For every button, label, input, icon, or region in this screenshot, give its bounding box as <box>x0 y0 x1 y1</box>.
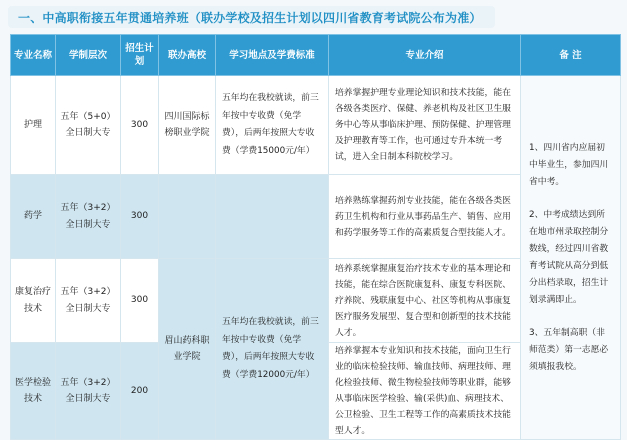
header-school: 联办高校 <box>159 35 216 76</box>
intro-cell: 培养熟练掌握药剂专业技能，能在各级各类医药卫生机构和行业从事药品生产、销售、应用和药学服务等工作的高素质复合型技能人才。 <box>329 175 521 259</box>
plan-cell: 300 <box>121 175 159 259</box>
major-cell: 护理 <box>11 76 56 175</box>
table-row <box>11 76 621 175</box>
system-cell: 五年（3+2）全日制大专 <box>56 259 121 343</box>
header-fee: 学习地点及学费标准 <box>216 35 329 76</box>
intro-cell: 培养掌握护理专业理论知识和技术技能，能在各级各类医疗、保健、养老机构及社区卫生服务中心等从事临床护理、预防保健、护理管理及护理教育等工作，也可通过专升本统一考试，进入全日制本科院校学习。 <box>329 76 521 175</box>
title-bar <box>8 6 495 28</box>
header-plan: 招生计划 <box>121 35 159 76</box>
enrollment-table <box>10 34 621 440</box>
plan-cell: 300 <box>121 259 159 343</box>
intro-cell: 培养掌握本专业知识和技术技能，面向卫生行业的临床检验技师、输血技师、病理技师、理化检验技师、微生物检验技师等职业群，能够从事临床医学检验、输(采供)血、病理技术、公卫检验、卫生工程等工作的高素质技术技能型人才。 <box>329 343 521 440</box>
intro-cell: 培养系统掌握康复治疗技术专业的基本理论和技能，能在综合医院康复科、康复专科医院、疗养院、残联康复中心、社区等机构从事康复医疗服务发展型、复合型和创新型的技术技能人才。 <box>329 259 521 343</box>
school-cell-empty <box>159 175 216 259</box>
note-item: 2、中考成绩达到所在地市州录取控制分数线，经过四川省教育考试院从高分到低分出档录取，招生计划录满即止。 <box>529 209 609 305</box>
header-note: 备 注 <box>521 35 621 76</box>
major-cell: 药学 <box>11 175 56 259</box>
system-cell: 五年（5+0）全日制大专 <box>56 76 121 175</box>
school-cell: 眉山药科职业学院 <box>159 259 216 440</box>
system-cell: 五年（3+2）全日制大专 <box>56 175 121 259</box>
school-cell: 四川国际标榜职业学院 <box>159 76 216 175</box>
fee-cell-empty <box>216 175 329 259</box>
note-item: 3、五年制高职（非师范类）第一志愿必须填报我校。 <box>529 327 609 372</box>
page-title: 一、中高职衔接五年贯通培养班（联办学校及招生计划以四川省教育考试院公布为准） <box>18 11 482 25</box>
fee-cell: 五年均在我校就读，前三年按中专收费（免学费），后两年按照大专收费（学费15000元/年） <box>216 76 329 175</box>
major-cell: 康复治疗技术 <box>11 259 56 343</box>
header-intro: 专业介绍 <box>329 35 521 76</box>
fee-cell: 五年均在我校就读，前三年按中专收费（免学费），后两年按照大专收费（学费12000元/年） <box>216 259 329 440</box>
table-header-row <box>11 35 621 76</box>
note-item: 1、四川省内应届初中毕业生，参加四川省中考。 <box>529 142 609 187</box>
plan-cell: 300 <box>121 76 159 175</box>
major-cell: 医学检验技术 <box>11 343 56 440</box>
header-major: 专业名称 <box>11 35 56 76</box>
notes-cell <box>521 76 621 440</box>
plan-cell: 200 <box>121 343 159 440</box>
system-cell: 五年（3+2）全日制大专 <box>56 343 121 440</box>
header-system: 学制层次 <box>56 35 121 76</box>
